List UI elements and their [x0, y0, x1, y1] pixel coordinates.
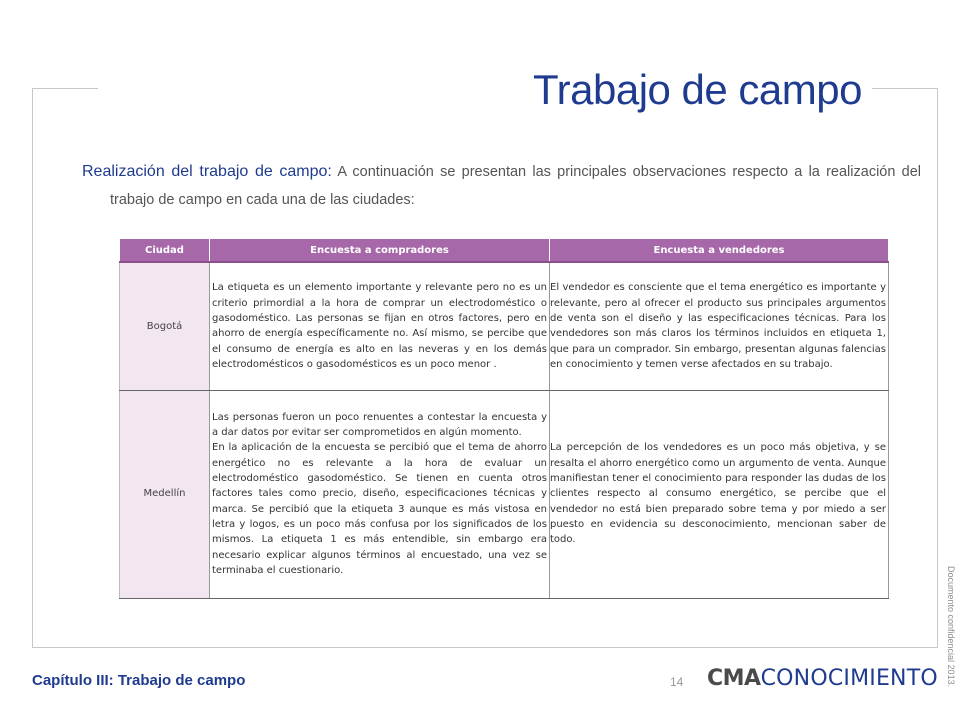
- company-logo: [707, 664, 938, 694]
- compradores-paragraph-2: En la aplicación de la encuesta se percibió que el tema de ahorro energético no es relevante a la hora de evaluar un electrodoméstico gasodoméstico. Se tienen en cuenta otros factores tales como precio, diseño, especificaciones técnicas y marca. Se percibió que la etiqueta 3 aunque es más vistosa en letra y logos, es un poco más confusa por los significados de los mismos. La etiqueta 1 es más entendible, sin embargo era necesario explicar algunos términos al encuestado, una vez se terminaba el cuestionario.: [212, 442, 547, 576]
- frame-top-left-line: [32, 88, 98, 89]
- page-title: Trabajo de campo: [533, 66, 862, 113]
- header-vendedores: Encuesta a vendedores: [550, 239, 889, 263]
- intro-paragraph: [82, 158, 921, 214]
- vendedores-cell: El vendedor es consciente que el tema energético es importante y relevante, pero al ofrecer el producto sus principales argumentos de venta son el diseño y las especificaciones técnicas. Para los vendedores son más claros los términos incluidos en etiqueta 1, que para un comprador. Sin embargo, presentan algunas falencias en conocimiento y temen verse afectados en su trabajo.: [550, 262, 889, 390]
- table-header-row: [120, 239, 889, 263]
- frame-top-right-line: [872, 88, 938, 89]
- logo-conocimiento: CONOCIMIENTO: [760, 666, 938, 691]
- header-ciudad: Ciudad: [120, 239, 210, 263]
- city-cell: Medellín: [120, 390, 210, 598]
- confidential-notice: Documento confidencial 2013.: [946, 566, 956, 688]
- page-number: 14: [670, 675, 684, 689]
- frame-right-line: [937, 88, 938, 648]
- intro-lead: Realización del trabajo de campo:: [82, 163, 332, 180]
- logo-cma: CMA: [707, 666, 761, 691]
- table-row-bogota: [120, 262, 889, 390]
- compradores-cell: La etiqueta es un elemento importante y relevante pero no es un criterio primordial a la hora de comprar un electrodoméstico o gasodoméstico. Las personas se fijan en otros factores, pero en ahorro de energía específicamente no. Así mismo, se percibe que el consumo de energía es alto en las neveras y en los demás electrodomésticos o gasodomésticos es un poco menor .: [210, 262, 550, 390]
- compradores-cell: [210, 390, 550, 598]
- vendedores-cell: La percepción de los vendedores es un poco más objetiva, y se resalta el ahorro energético como un argumento de venta. Aunque manifiestan tener el conocimiento para responder las dudas de los clientes respecto al consumo energético, se percibe que el vendedor no está bien preparado sobre tema y por miedo a ser puesto en evidencia su desconocimiento, mencionan saber de todo.: [550, 390, 889, 598]
- header-compradores: Encuesta a compradores: [210, 239, 550, 263]
- frame-left-line: [32, 88, 33, 648]
- table-row-medellin: [120, 390, 889, 598]
- footer-chapter-title: Capítulo III: Trabajo de campo: [32, 672, 246, 689]
- intro-text: A continuación se presentan las principales observaciones respecto a la realización del trabajo de campo en cada una de las ciudades:: [110, 164, 922, 208]
- compradores-paragraph-1: Las personas fueron un poco renuentes a contestar la encuesta y a dar datos por evitar ser comprometidos en algún momento.: [212, 411, 547, 439]
- frame-bottom-line: [32, 647, 938, 648]
- observations-table: [119, 238, 889, 599]
- city-cell: Bogotá: [120, 262, 210, 390]
